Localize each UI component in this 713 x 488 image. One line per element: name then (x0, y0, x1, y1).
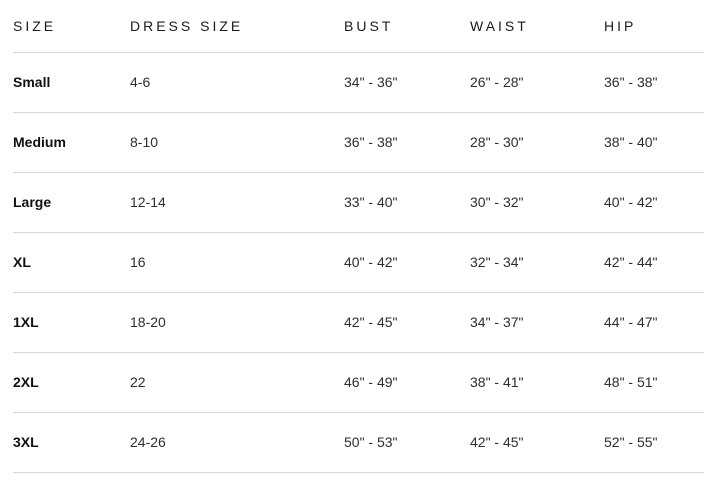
table-row (13, 412, 704, 472)
dress-size-value: 12-14 (130, 194, 166, 210)
bust-value: 42" - 45" (344, 314, 398, 330)
waist-value: 32" - 34" (470, 254, 524, 270)
bust-value: 50" - 53" (344, 434, 398, 450)
table-row (13, 112, 704, 172)
hip-value: 48" - 51" (604, 374, 658, 390)
bust-value: 36" - 38" (344, 134, 398, 150)
table-row (13, 352, 704, 412)
size-label: 1XL (13, 314, 39, 330)
bust-value: 34" - 36" (344, 74, 398, 90)
size-chart-table (13, 0, 704, 473)
hip-value: 38" - 40" (604, 134, 658, 150)
hip-value: 42" - 44" (604, 254, 658, 270)
size-label: 2XL (13, 374, 39, 390)
bust-value: 40" - 42" (344, 254, 398, 270)
dress-size-value: 22 (130, 374, 146, 390)
dress-size-value: 16 (130, 254, 146, 270)
hip-value: 52" - 55" (604, 434, 658, 450)
dress-size-value: 4-6 (130, 74, 151, 90)
waist-value: 34" - 37" (470, 314, 524, 330)
dress-size-value: 8-10 (130, 134, 159, 150)
table-row (13, 232, 704, 292)
waist-value: 26" - 28" (470, 74, 524, 90)
table-row (13, 172, 704, 232)
bust-value: 33" - 40" (344, 194, 398, 210)
column-header-hip: HIP (604, 17, 637, 34)
column-header-waist: WAIST (470, 17, 529, 34)
size-label: Medium (13, 134, 66, 150)
size-label: Large (13, 194, 52, 210)
bust-value: 46" - 49" (344, 374, 398, 390)
dress-size-value: 18-20 (130, 314, 166, 330)
table-row (13, 52, 704, 112)
table-row (13, 292, 704, 352)
header-row (13, 0, 704, 52)
column-header-size: SIZE (13, 17, 57, 34)
column-header-dress-size: DRESS SIZE (130, 17, 244, 34)
column-header-bust: BUST (344, 17, 394, 34)
hip-value: 36" - 38" (604, 74, 658, 90)
size-label: XL (13, 254, 31, 270)
waist-value: 42" - 45" (470, 434, 524, 450)
size-label: 3XL (13, 434, 39, 450)
table-body (13, 52, 704, 472)
hip-value: 44" - 47" (604, 314, 658, 330)
waist-value: 30" - 32" (470, 194, 524, 210)
waist-value: 38" - 41" (470, 374, 524, 390)
dress-size-value: 24-26 (130, 434, 166, 450)
hip-value: 40" - 42" (604, 194, 658, 210)
waist-value: 28" - 30" (470, 134, 524, 150)
size-label: Small (13, 74, 51, 90)
